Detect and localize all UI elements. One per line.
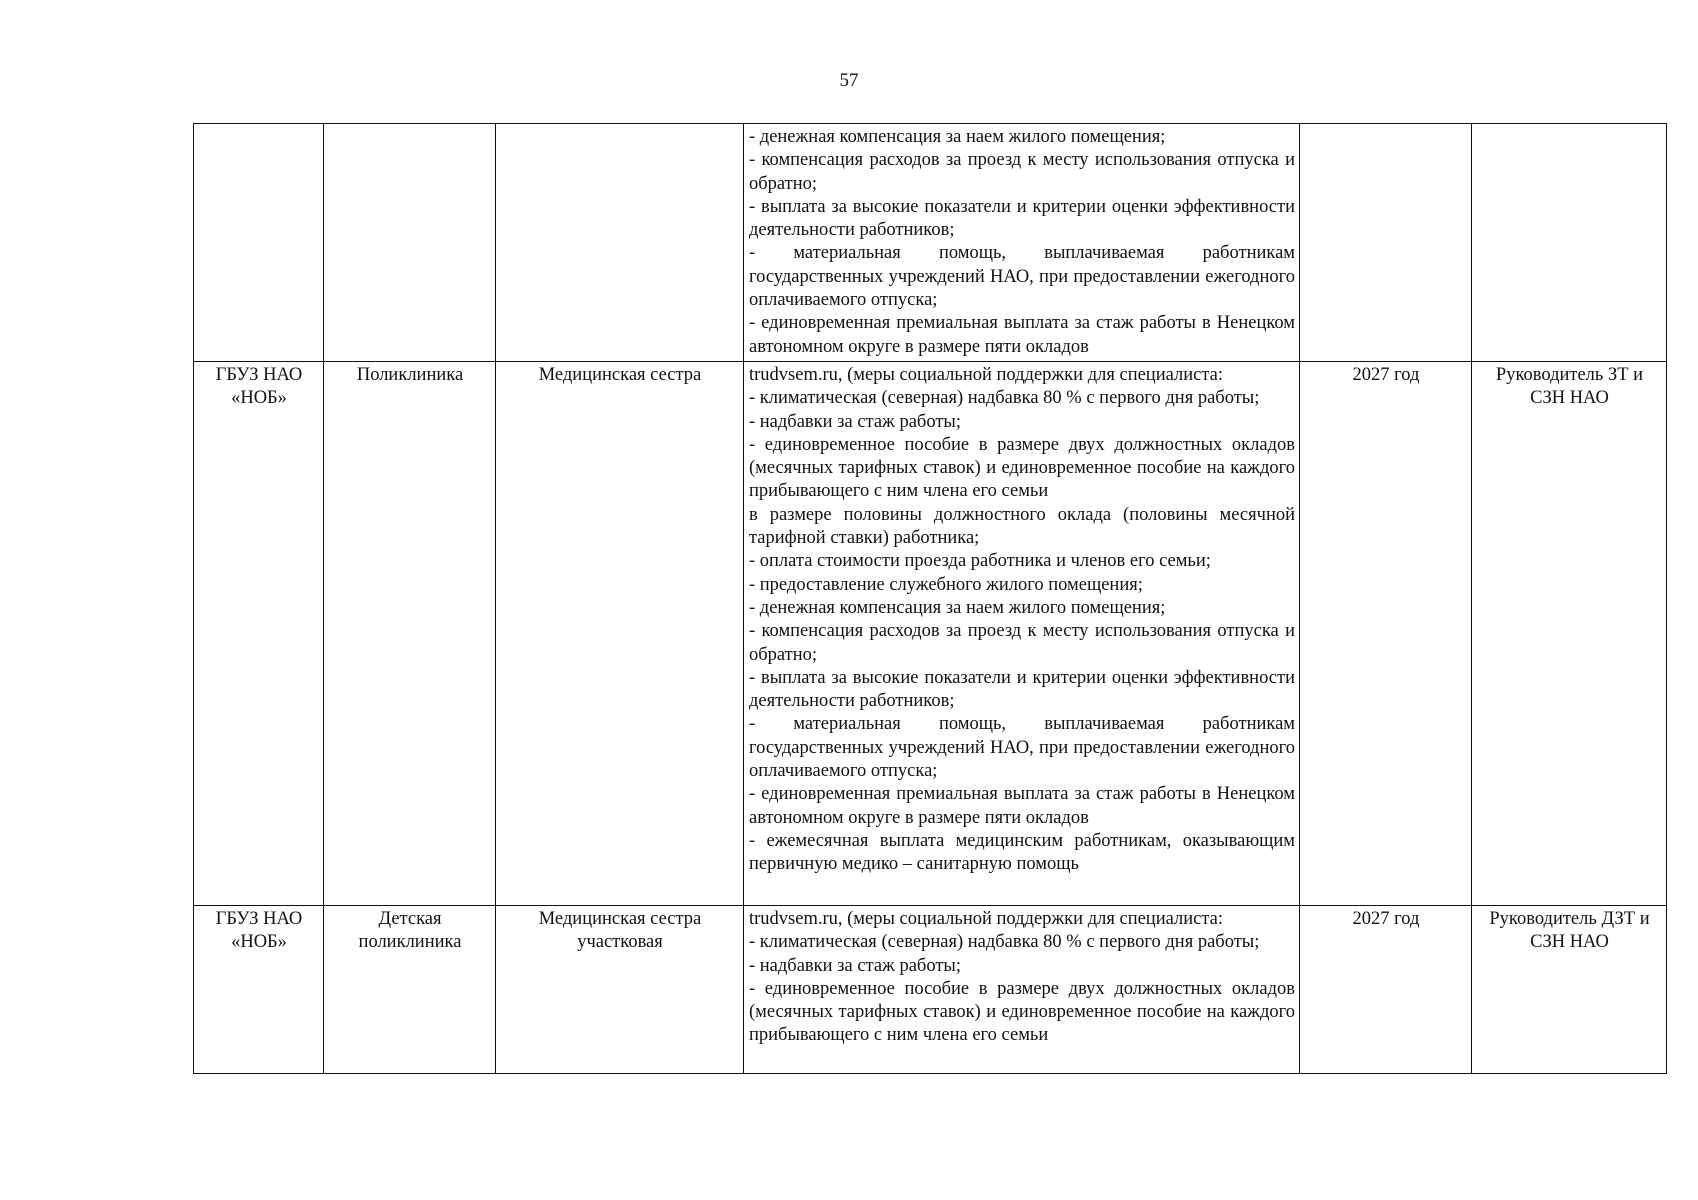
responsible-cell	[1472, 124, 1667, 362]
description-line: - выплата за высокие показатели и критерии оценки эффективности деятельности работников;	[749, 667, 1295, 712]
measures-table	[193, 123, 1667, 1074]
position-cell	[496, 124, 744, 362]
position-cell: Медицинская сестра	[496, 362, 744, 906]
description-line: trudvsem.ru, (меры социальной поддержки для специалиста:	[749, 365, 1223, 385]
description-line: - предоставление служебного жилого помещения;	[749, 574, 1143, 595]
description-line: - материальная помощь, выплачиваемая работникам государственных учреждений НАО, при предоставлении ежегодного оплачиваемого отпуска;	[749, 243, 1295, 311]
description-cell	[744, 906, 1300, 1074]
description-line: - надбавки за стаж работы;	[749, 955, 962, 976]
table-row	[194, 362, 1667, 906]
unit-cell	[324, 124, 496, 362]
description-line: - денежная компенсация за наем жилого помещения;	[749, 127, 1166, 147]
description-line: - оплата стоимости проезда работника и членов его семьи;	[749, 551, 1211, 572]
table-row	[194, 124, 1667, 362]
term-cell: 2027 год	[1300, 362, 1472, 906]
unit-cell: Детская поликлиника	[324, 906, 496, 1074]
description-line: - выплата за высокие показатели и критерии оценки эффективности деятельности работников;	[749, 196, 1295, 241]
description-line: - надбавки за стаж работы;	[749, 411, 962, 432]
org-cell: ГБУЗ НАО «НОБ»	[194, 362, 324, 906]
description-line: - компенсация расходов за проезд к месту использования отпуска и обратно;	[749, 150, 1295, 194]
description-line: - единовременная премиальная выплата за стаж работы в Ненецком автономном округе в размере пяти окладов	[749, 784, 1295, 828]
page-number: 57	[839, 70, 859, 91]
description-line: - климатическая (северная) надбавка 80 % с первого дня работы;	[749, 388, 1260, 409]
responsible-cell: Руководитель ДЗТ и СЗН НАО	[1472, 906, 1667, 1074]
description-line: - единовременная премиальная выплата за стаж работы в Ненецком автономном округе в размере пяти окладов	[749, 313, 1295, 357]
unit-cell: Поликлиника	[324, 362, 496, 906]
responsible-cell: Руководитель ЗТ и СЗН НАО	[1472, 362, 1667, 906]
description-line: - единовременное пособие в размере двух должностных окладов (месячных тарифных ставок) и единовременное пособие на каждого прибывающего с ним члена его семьи	[749, 434, 1295, 502]
description-line: в размере половины должностного оклада (половины месячной тарифной ставки) работника;	[749, 504, 1295, 549]
term-cell: 2027 год	[1300, 906, 1472, 1074]
position-cell: Медицинская сестра участковая	[496, 906, 744, 1074]
description-line: - денежная компенсация за наем жилого помещения;	[749, 597, 1166, 618]
description-cell	[744, 124, 1300, 362]
description-line: trudvsem.ru, (меры социальной поддержки для специалиста:	[749, 909, 1223, 929]
description-line: - климатическая (северная) надбавка 80 % с первого дня работы;	[749, 932, 1260, 953]
org-cell: ГБУЗ НАО «НОБ»	[194, 906, 324, 1074]
description-line: - компенсация расходов за проезд к месту использования отпуска и обратно;	[749, 621, 1295, 665]
org-cell	[194, 124, 324, 362]
term-cell	[1300, 124, 1472, 362]
description-line: - материальная помощь, выплачиваемая работникам государственных учреждений НАО, при предоставлении ежегодного оплачиваемого отпуска;	[749, 714, 1295, 782]
description-cell	[744, 362, 1300, 906]
description-line: - единовременное пособие в размере двух должностных окладов (месячных тарифных ставок) и единовременное пособие на каждого прибывающего с ним члена его семьи	[749, 978, 1295, 1046]
table-row	[194, 906, 1667, 1074]
description-line: - ежемесячная выплата медицинским работникам, оказывающим первичную медико – санитарную помощь	[749, 830, 1295, 875]
